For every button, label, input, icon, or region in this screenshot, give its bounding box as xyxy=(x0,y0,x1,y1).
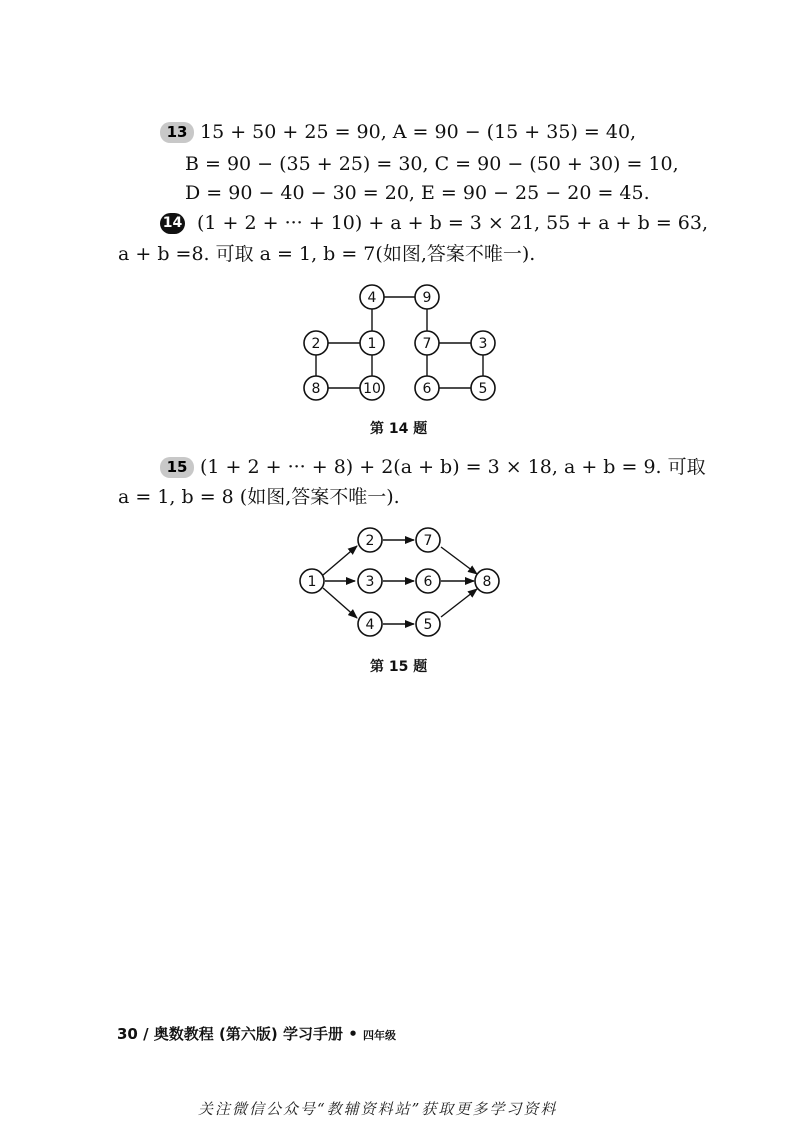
problem-13-badge: 13 xyxy=(160,122,194,143)
book-title: / 奥数教程 (第六版) 学习手册 xyxy=(143,1025,343,1043)
p15-node xyxy=(416,569,440,593)
problem-13-line-1: 15 + 50 + 25 = 90, A = 90 − (15 + 35) = 40, xyxy=(200,121,637,143)
p14-node xyxy=(415,331,439,355)
p14-node xyxy=(415,376,439,400)
svg-text:7: 7 xyxy=(423,533,433,549)
problem-13-line-2: B = 90 − (35 + 25) = 30, C = 90 − (50 + 30) = 10, xyxy=(185,153,679,175)
problem-15-line-2: a = 1, b = 8 (如图,答案不唯一). xyxy=(118,486,400,508)
p15-node xyxy=(358,612,382,636)
svg-text:3: 3 xyxy=(478,336,488,352)
svg-text:3: 3 xyxy=(365,574,375,590)
p14-node xyxy=(304,331,328,355)
p15-node xyxy=(358,569,382,593)
svg-text:2: 2 xyxy=(365,533,375,549)
p14-node xyxy=(360,285,384,309)
page-footer xyxy=(117,1023,396,1044)
p14-node xyxy=(304,376,328,400)
svg-text:8: 8 xyxy=(482,574,492,590)
p14-node xyxy=(471,376,495,400)
p14-node xyxy=(415,285,439,309)
p15-node xyxy=(416,528,440,552)
svg-text:1: 1 xyxy=(367,336,377,352)
p15-node xyxy=(416,612,440,636)
page-number: 30 xyxy=(117,1025,138,1043)
p14-node xyxy=(360,376,384,400)
svg-text:5: 5 xyxy=(423,617,433,633)
p14-node xyxy=(360,331,384,355)
problem-13-line-3: D = 90 − 40 − 30 = 20, E = 90 − 25 − 20 = 45. xyxy=(185,182,650,204)
problem-14-line-2: a + b =8. 可取 a = 1, b = 7(如图,答案不唯一). xyxy=(118,243,536,265)
watermark-text: 关注微信公众号“教辅资料站”获取更多学习资料 xyxy=(198,1100,558,1118)
grade-label: 四年级 xyxy=(363,1029,397,1042)
problem-15-badge: 15 xyxy=(160,457,194,478)
p15-node xyxy=(358,528,382,552)
svg-text:5: 5 xyxy=(478,381,488,397)
svg-text:6: 6 xyxy=(423,574,433,590)
footer-dot: • xyxy=(348,1025,358,1043)
problem-14-line-1: (1 + 2 + ··· + 10) + a + b = 3 × 21, 55 + a + b = 63, xyxy=(197,212,709,234)
svg-text:4: 4 xyxy=(367,290,377,306)
svg-text:9: 9 xyxy=(422,290,432,306)
svg-text:4: 4 xyxy=(365,617,375,633)
p15-node xyxy=(300,569,324,593)
problem-14-edges xyxy=(316,297,483,388)
problem-14-badge: 14 xyxy=(160,213,185,234)
p15-node xyxy=(475,569,499,593)
svg-text:10: 10 xyxy=(363,381,381,397)
svg-text:6: 6 xyxy=(422,381,432,397)
problem-15-line-1: (1 + 2 + ··· + 8) + 2(a + b) = 3 × 18, a + b = 9. 可取 xyxy=(200,456,706,478)
problem-14-caption: 第 14 题 xyxy=(370,421,428,437)
svg-text:2: 2 xyxy=(311,336,321,352)
p14-node xyxy=(471,331,495,355)
svg-text:7: 7 xyxy=(422,336,432,352)
svg-text:8: 8 xyxy=(311,381,321,397)
svg-text:1: 1 xyxy=(307,574,317,590)
problem-15-edges xyxy=(323,540,477,624)
problem-15-caption: 第 15 题 xyxy=(370,659,428,675)
